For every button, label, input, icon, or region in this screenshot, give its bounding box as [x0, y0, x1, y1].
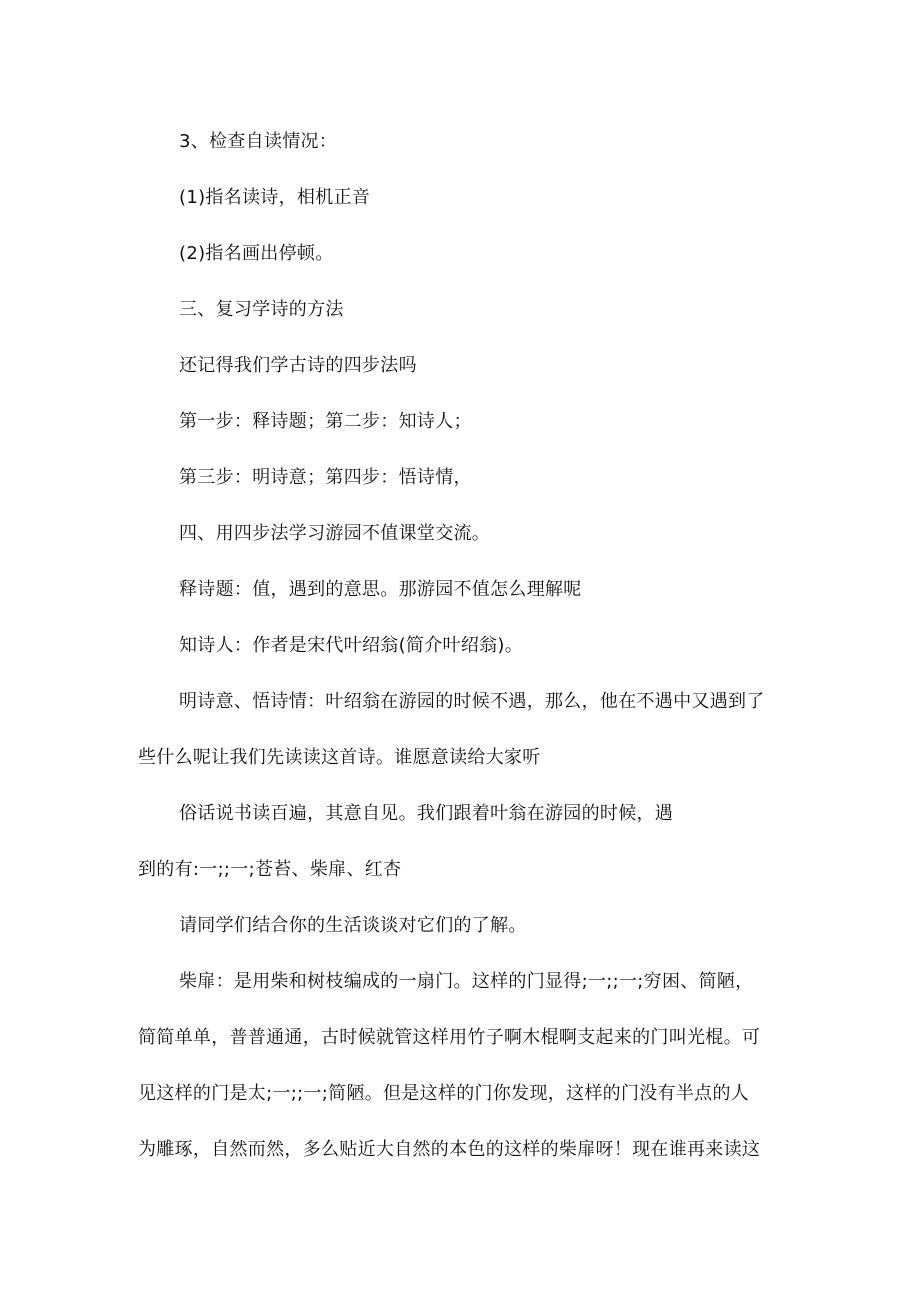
- paragraph-line: 请同学们结合你的生活谈谈对它们的了解。: [179, 915, 527, 936]
- list-item-read-poem: (1)指名读诗，相机正音: [179, 187, 371, 208]
- section-heading-review-method: 三、复习学诗的方法: [179, 299, 344, 320]
- paragraph-line: 到的有:一;;一;苍苔、柴扉、红杏: [138, 859, 402, 880]
- heading-check-self-reading: 3、检查自读情况：: [179, 131, 338, 152]
- paragraph-line: 知诗人：作者是宋代叶绍翁(简介叶绍翁)。: [179, 635, 524, 656]
- paragraph-line: 第三步：明诗意；第四步：悟诗情，: [179, 467, 472, 488]
- section-heading-four-step: 四、用四步法学习游园不值课堂交流。: [179, 523, 491, 544]
- paragraph-line: 柴扉：是用柴和树枝编成的一扇门。这样的门显得;一;;一;穷困、简陋，: [179, 971, 754, 992]
- paragraph-line: 明诗意、悟诗情：叶绍翁在游园的时候不遇，那么，他在不遇中又遇到了: [179, 691, 765, 712]
- paragraph-line: 释诗题：值，遇到的意思。那游园不值怎么理解呢: [179, 579, 582, 600]
- paragraph-line: 见这样的门是太;一;;一;简陋。但是这样的门你发现，这样的门没有半点的人: [138, 1083, 750, 1104]
- paragraph-line: 第一步：释诗题；第二步：知诗人；: [179, 411, 472, 432]
- paragraph-line: 还记得我们学古诗的四步法吗: [179, 355, 417, 376]
- paragraph-line: 俗话说书读百遍，其意自见。我们跟着叶翁在游园的时候，遇: [179, 803, 674, 824]
- paragraph-line: 简简单单，普普通通，古时候就管这样用竹子啊木棍啊支起来的门叫光棍。可: [138, 1027, 761, 1048]
- list-item-mark-pauses: (2)指名画出停顿。: [179, 243, 334, 264]
- paragraph-line: 些什么呢让我们先读读这首诗。谁愿意读给大家听: [138, 747, 541, 768]
- paragraph-line: 为雕琢，自然而然，多么贴近大自然的本色的这样的柴扉呀！现在谁再来读这: [138, 1139, 761, 1160]
